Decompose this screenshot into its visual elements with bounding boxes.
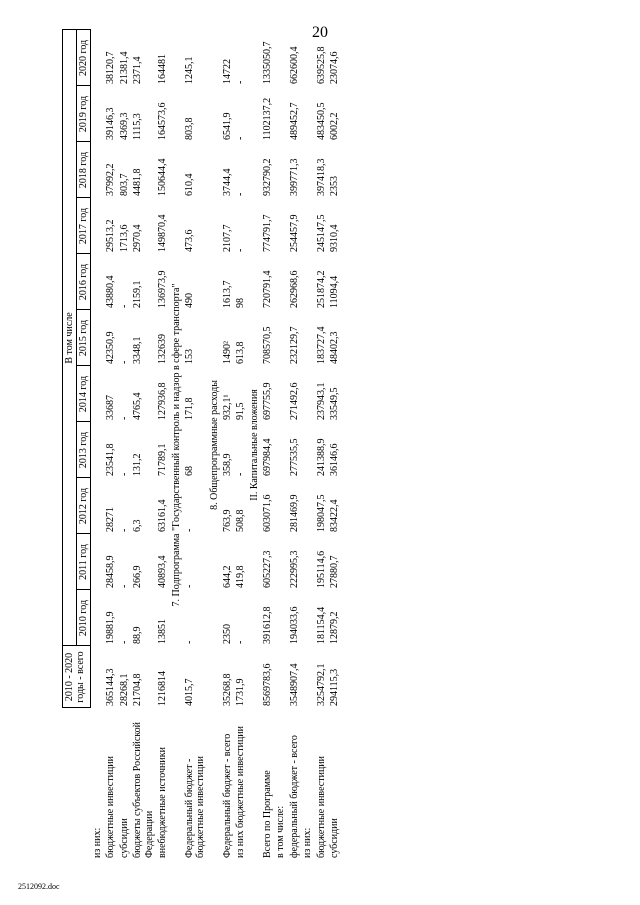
table-cell: 28458,9	[105, 555, 117, 588]
table-cell	[274, 478, 288, 534]
table-cell: 183727,4	[315, 326, 327, 364]
table-cell: 195114,6	[315, 550, 327, 588]
header-year: 2013 год	[77, 422, 91, 478]
row-label: бюджетные инвестиции	[315, 755, 327, 858]
table-cell	[301, 310, 315, 366]
header-year: 2010 год	[77, 590, 91, 646]
table-row	[156, 30, 170, 860]
table-cell	[301, 590, 315, 646]
table-cell	[301, 86, 315, 142]
table-cell	[301, 254, 315, 310]
financing-table	[62, 29, 342, 860]
table-row	[91, 30, 105, 860]
table-cell: 508,8	[235, 509, 247, 532]
table-cell: 277535,5	[288, 438, 300, 476]
table-cell: 1216814	[157, 671, 169, 706]
table-cell: 21381,4	[118, 51, 130, 84]
table-cell	[91, 646, 105, 708]
table-row	[183, 30, 208, 860]
table-cell	[91, 142, 105, 198]
row-label: бюджеты субъектов Российской Федерации	[132, 721, 155, 858]
table-cell: 3548907,4	[288, 663, 300, 706]
table-cell: 2350	[221, 624, 233, 644]
table-cell: 473,6	[183, 229, 195, 252]
table-cell: 19881,9	[105, 611, 117, 644]
table-cell: 11094,4	[329, 275, 341, 308]
table-cell: 222995,3	[288, 550, 300, 588]
table-cell: 1115,3	[132, 113, 144, 140]
row-label: в том числе:	[275, 805, 287, 858]
table-cell: 932790,2	[261, 158, 273, 196]
table-cell: 1102137,2	[261, 97, 273, 140]
table-cell: 4015,7	[183, 678, 195, 706]
table-cell: 36146,6	[329, 443, 341, 476]
table-cell: 71789,1	[157, 443, 169, 476]
section-title: 8. Общепрограммные расходы	[208, 380, 220, 510]
table-cell: 610,4	[183, 173, 195, 196]
table-cell: 28271	[105, 507, 117, 532]
table-cell: 490	[183, 293, 195, 308]
table-cell: 241388,9	[315, 438, 327, 476]
table-cell: -	[118, 584, 130, 588]
row-label: субсидии	[118, 818, 130, 858]
table-cell	[301, 478, 315, 534]
table-cell: -	[118, 640, 130, 644]
table-cell: 266,9	[132, 565, 144, 588]
row-label: из них:	[302, 827, 314, 858]
table-cell: 613,8	[235, 341, 247, 364]
header-year: 2011 год	[77, 534, 91, 590]
table-cell: 397418,3	[315, 158, 327, 196]
table-cell: 803,8	[183, 117, 195, 140]
table-cell	[91, 254, 105, 310]
table-cell: 2353	[329, 176, 341, 196]
table-cell	[91, 310, 105, 366]
table-cell: -	[235, 248, 247, 252]
table-cell: 605227,3	[261, 550, 273, 588]
table-cell: 39146,3	[105, 107, 117, 140]
table-cell	[274, 310, 288, 366]
table-cell: 483450,5	[315, 102, 327, 140]
table-cell: 2107,7	[221, 224, 233, 252]
table-cell: 245147,5	[315, 214, 327, 252]
table-cell: -	[118, 528, 130, 532]
table-cell	[91, 422, 105, 478]
table-cell: 9310,4	[329, 224, 341, 252]
table-row	[315, 30, 329, 860]
table-cell: 662600,4	[288, 46, 300, 84]
table-cell	[91, 534, 105, 590]
table-cell: 3348,1	[132, 336, 144, 364]
table-cell: 697755,9	[261, 382, 273, 420]
table-cell: 150644,4	[157, 158, 169, 196]
header-year: 2015 год	[77, 310, 91, 366]
table-cell	[274, 534, 288, 590]
table-cell	[274, 142, 288, 198]
table-cell: -	[118, 472, 130, 476]
table-cell: 708570,5	[261, 326, 273, 364]
table-row	[221, 30, 235, 860]
table-cell	[91, 86, 105, 142]
table-cell: -	[235, 192, 247, 196]
table-cell: 43880,4	[105, 275, 117, 308]
table-row	[118, 30, 132, 860]
row-label: Всего по Программе	[261, 770, 273, 858]
table-cell: 98	[235, 298, 247, 308]
row-label: субсидии	[329, 818, 341, 858]
table-cell: 3254792,1	[315, 663, 327, 706]
table-cell	[301, 142, 315, 198]
table-cell	[91, 590, 105, 646]
table-cell	[301, 422, 315, 478]
table-cell: 932,1¹	[221, 394, 233, 420]
table-cell	[274, 366, 288, 422]
table-row	[234, 30, 248, 860]
table-row	[288, 30, 302, 860]
row-label: из них:	[91, 827, 103, 858]
header-year: 2020 год	[77, 30, 91, 86]
table-cell: 6,3	[132, 519, 144, 532]
row-label: Федеральный бюджет - всего	[221, 733, 233, 858]
header-year: 2012 год	[77, 478, 91, 534]
table-cell	[274, 422, 288, 478]
table-cell	[274, 198, 288, 254]
table-row	[261, 30, 275, 860]
table-cell: 42350,9	[105, 331, 117, 364]
table-cell: 29513,2	[105, 219, 117, 252]
table-cell: 149870,4	[157, 214, 169, 252]
table-cell	[301, 366, 315, 422]
row-label: бюджетные инвестиции	[105, 755, 117, 858]
table-cell: 365144,3	[105, 668, 117, 706]
table-cell: 1613,7	[221, 280, 233, 308]
table-cell: -	[183, 584, 195, 588]
table-cell: 48402,3	[329, 331, 341, 364]
table-cell: 194033,6	[288, 606, 300, 644]
table-cell: 237943,1	[315, 382, 327, 420]
table-cell: 37992,2	[105, 163, 117, 196]
table-cell: 198047,5	[315, 494, 327, 532]
table-cell: 6002,2	[329, 112, 341, 140]
table-cell: 1335050,7	[261, 41, 273, 84]
row-label: Федеральный бюджет - бюджетные инвестиции	[183, 755, 207, 858]
table-row	[274, 30, 288, 860]
table-cell: 33687	[105, 395, 117, 420]
table-cell: 2371,4	[132, 56, 144, 84]
table-cell: 4369,3	[118, 112, 130, 140]
row-label: из них бюджетные инвестиции	[235, 725, 247, 858]
table-cell: 23541,8	[105, 443, 117, 476]
table-cell: 358,9	[221, 453, 233, 476]
table-cell: 83422,4	[329, 499, 341, 532]
table-cell: 639525,8	[315, 46, 327, 84]
table-cell: 13851	[157, 619, 169, 644]
page-number: 20	[312, 24, 328, 41]
table-cell: -	[235, 640, 247, 644]
table-cell: 6541,9	[221, 112, 233, 140]
table-cell: 164573,6	[157, 102, 169, 140]
table-cell: 271492,6	[288, 382, 300, 420]
section-title: II. Капитальные вложения	[248, 389, 260, 501]
row-label: федеральный бюджет - всего	[288, 735, 300, 858]
table-cell: -	[235, 136, 247, 140]
header-total: 2010 - 2020 годы - всего	[63, 646, 91, 708]
table-cell: -	[118, 304, 130, 308]
table-cell: 132639	[157, 334, 169, 364]
table-cell: 1245,1	[183, 56, 195, 84]
table-cell: 68	[183, 466, 195, 476]
table-cell: 1713,6	[118, 224, 130, 252]
table-cell: 262968,6	[288, 270, 300, 308]
header-year: 2018 год	[77, 142, 91, 198]
table-cell: 603071,6	[261, 494, 273, 532]
table-row	[131, 30, 156, 860]
table-cell: 2970,4	[132, 224, 144, 252]
table-cell: 35268,8	[221, 673, 233, 706]
table-cell: 181154,4	[315, 606, 327, 644]
table-row	[104, 30, 118, 860]
table-cell: -	[183, 640, 195, 644]
table-cell: 232129,7	[288, 326, 300, 364]
table-cell	[274, 590, 288, 646]
table-cell	[274, 30, 288, 86]
table-cell: 419,8	[235, 565, 247, 588]
table-cell	[301, 30, 315, 86]
table-cell: 8569783,6	[261, 663, 273, 706]
table-cell	[91, 366, 105, 422]
table-cell: 774791,7	[261, 214, 273, 252]
table-cell: -	[235, 472, 247, 476]
table-row	[328, 30, 342, 860]
table-cell	[274, 254, 288, 310]
table-cell: 91,5	[235, 402, 247, 420]
table-cell: 2159,1	[132, 280, 144, 308]
doc-code: 2512092.doc	[18, 882, 60, 891]
table-cell: 1490²	[221, 341, 233, 364]
table-cell: 281469,9	[288, 494, 300, 532]
table-cell: 127936,8	[157, 382, 169, 420]
table-cell	[274, 646, 288, 708]
table-cell: 153	[183, 349, 195, 364]
table-row	[301, 30, 315, 860]
table-cell: 1731,9	[235, 678, 247, 706]
table-cell: 489452,7	[288, 102, 300, 140]
table-cell: 131,2	[132, 453, 144, 476]
table-cell: 720791,4	[261, 270, 273, 308]
section-title: 7. Подпрограмма "Государственный контроль и надзор в сфере транспорта"	[170, 283, 182, 607]
table-cell: 294115,3	[329, 668, 341, 706]
header-year: 2016 год	[77, 254, 91, 310]
table-cell: 28268,1	[118, 673, 130, 706]
table-cell: 88,9	[132, 626, 144, 644]
table-cell: 171,8	[183, 397, 195, 420]
table-cell: 4481,8	[132, 168, 144, 196]
table-cell: 12879,2	[329, 611, 341, 644]
table-cell: 136973,9	[157, 270, 169, 308]
header-in-that-number: В том числе	[63, 30, 77, 646]
table-cell	[91, 478, 105, 534]
table-cell: 164481	[157, 54, 169, 84]
table-cell: 391612,8	[261, 606, 273, 644]
table-cell: 254457,9	[288, 214, 300, 252]
table-cell: 23074,6	[329, 51, 341, 84]
header-year: 2019 год	[77, 86, 91, 142]
table-cell: 803,7	[118, 173, 130, 196]
table-cell: 40893,4	[157, 555, 169, 588]
header-year: 2014 год	[77, 366, 91, 422]
table-cell: 644,2	[221, 565, 233, 588]
table-cell: -	[235, 80, 247, 84]
table-cell	[301, 198, 315, 254]
table-cell: -	[118, 416, 130, 420]
table-cell: 21704,8	[132, 673, 144, 706]
table-cell: 14722	[221, 59, 233, 84]
table-cell: 3744,4	[221, 168, 233, 196]
table-cell: 763,9	[221, 509, 233, 532]
table-cell: 399771,3	[288, 158, 300, 196]
table-cell: 27880,7	[329, 555, 341, 588]
table-cell	[301, 534, 315, 590]
header-year: 2017 год	[77, 198, 91, 254]
table-cell: -	[118, 360, 130, 364]
table-cell: 63161,4	[157, 499, 169, 532]
table-cell: 38120,7	[105, 51, 117, 84]
row-label: внебюджетные источники	[157, 747, 169, 858]
table-cell	[274, 86, 288, 142]
table-cell	[301, 646, 315, 708]
table-cell: 251874,2	[315, 270, 327, 308]
table-cell	[91, 198, 105, 254]
table-cell: 697984,4	[261, 438, 273, 476]
table-cell: 4765,4	[132, 392, 144, 420]
table-cell: -	[183, 528, 195, 532]
table-cell	[91, 30, 105, 86]
table-cell: 33549,5	[329, 387, 341, 420]
